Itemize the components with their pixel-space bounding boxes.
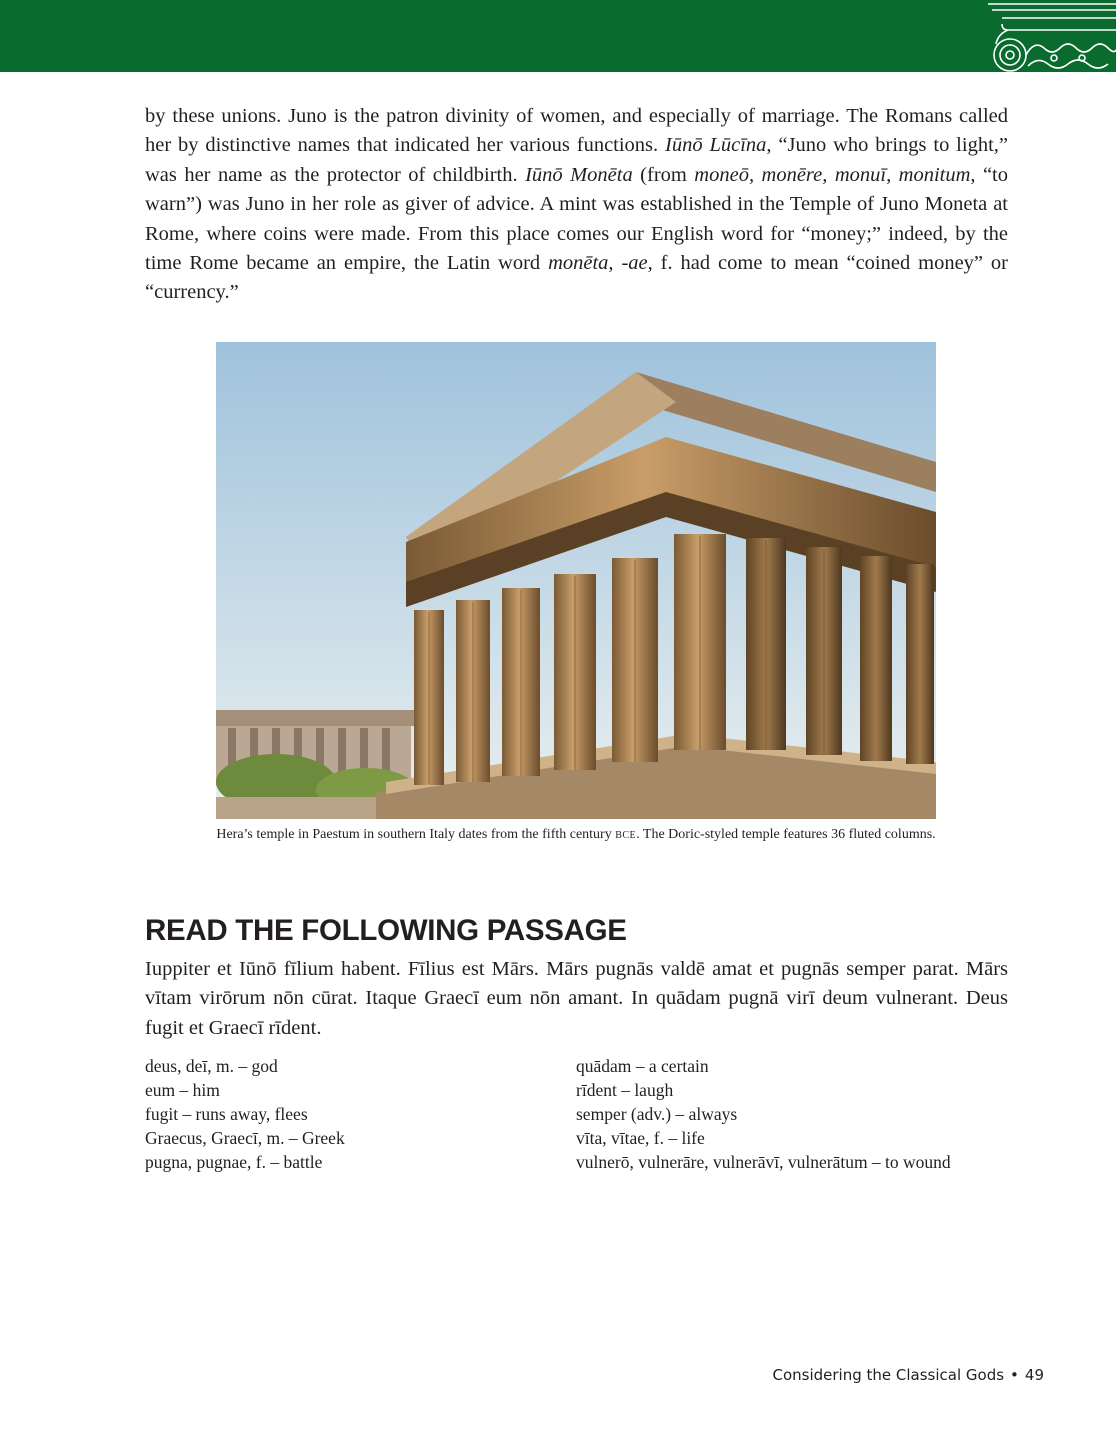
intro-paragraph: by these unions. Juno is the patron divinity of women, and especially of marriage. The Romans called her by distinctive names that indicated her various functions. Iūnō Lūcīna, “Juno who brings to light,” was her name as the protector of childbirth. Iūnō Monēta (from moneō, monēre, monuī, monitum, “to warn”) was Juno in her role as giver of advice. A mint was established in the Temple of Juno Moneta at Rome, where coins were made. From this place comes our English word for “money;” indeed, by the time Rome became an empire, the Latin word monēta, -ae, f. had come to mean “coined money” or “currency.”: [145, 105, 1009, 304]
page-footer: [772, 1364, 1044, 1386]
vocabulary-list-left: [145, 1054, 545, 1174]
temple-photo: [216, 342, 936, 819]
epithet-moneta: Iūnō Monēta: [525, 163, 633, 186]
vocab-item: eum – him: [145, 1080, 220, 1100]
vocab-item: fugit – runs away, flees: [145, 1104, 308, 1124]
temple-illustration: [216, 342, 936, 819]
vocab-item: vulnerō, vulnerāre, vulnerāvī, vulnerātum – to wound: [576, 1152, 951, 1172]
vocab-item: vīta, vītae, f. – life: [576, 1128, 705, 1148]
figure-caption: Hera’s temple in Paestum in southern Italy dates from the fifth century bce. The Doric-styled temple features 36 fluted columns.: [216, 827, 936, 842]
vocab-item: semper (adv.) – always: [576, 1104, 738, 1124]
latin-passage: Iuppiter et Iūnō fīlium habent. Fīlius est Mārs. Mārs pugnās valdē amat et pugnās semper parat. Mārs vītam virōrum nōn cūrat. Itaque Graecī eum nōn amant. In quādam pugnā virī deum vulnerant. Deus fugit et Graecī rīdent.: [145, 958, 1008, 1039]
page-number: 49: [1024, 1366, 1044, 1384]
header-band: [0, 0, 1116, 72]
section-heading: READ THE FOLLOWING PASSAGE: [145, 914, 627, 947]
vocab-item: Graecus, Graecī, m. – Greek: [145, 1128, 345, 1148]
verb-principal-parts: moneō, monēre, monuī, monitum: [694, 163, 971, 186]
running-title: Considering the Classical Gods: [772, 1366, 1005, 1384]
vocab-item: quādam – a certain: [576, 1056, 709, 1076]
vocab-item: rīdent – laugh: [576, 1080, 674, 1100]
ionic-capital-icon: [988, 0, 1116, 72]
noun-moneta: monēta, -ae,: [548, 252, 653, 275]
vocab-item: deus, deī, m. – god: [145, 1056, 278, 1076]
era-abbreviation: bce: [615, 827, 637, 842]
footer-separator: •: [1010, 1366, 1019, 1384]
epithet-lucina: Iūnō Lūcīna: [665, 134, 767, 157]
vocab-item: pugna, pugnae, f. – battle: [145, 1152, 323, 1172]
vocabulary-list-right: [576, 1054, 1016, 1174]
